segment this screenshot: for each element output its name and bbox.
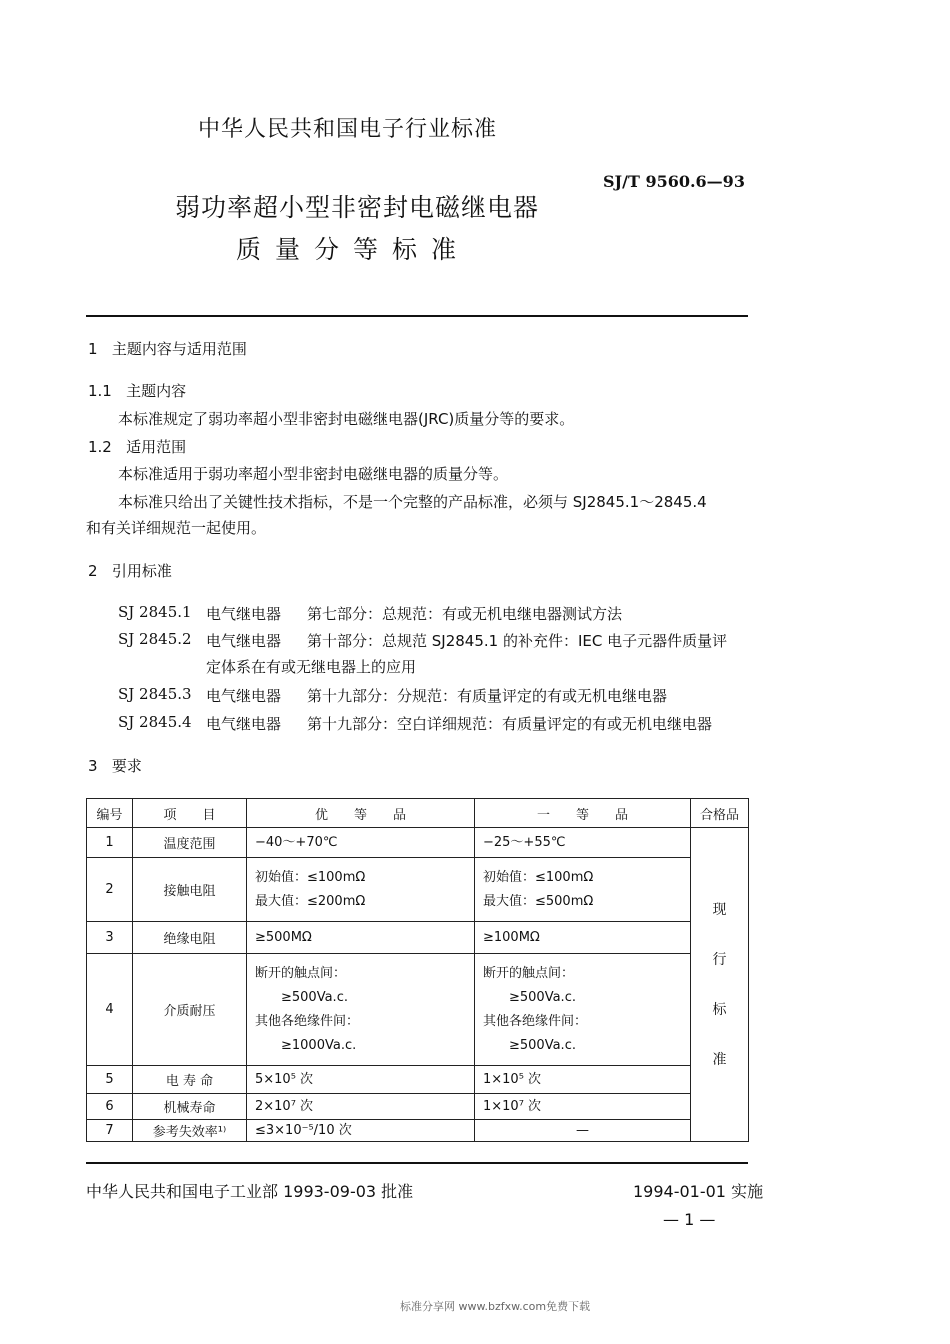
qualified-char: 标 <box>712 1001 727 1018</box>
section-2-heading <box>88 560 172 581</box>
table-row <box>87 1120 749 1142</box>
section-number: 2 <box>88 562 98 580</box>
row-no: 3 <box>87 922 133 954</box>
row-premium <box>247 954 475 1066</box>
cell-line: 最大值：≤200mΩ <box>255 893 366 909</box>
table-row <box>87 828 749 858</box>
row-no: 6 <box>87 1094 133 1120</box>
document-header: 中华人民共和国电子行业标准 <box>198 117 498 142</box>
qualified-char: 现 <box>712 901 727 918</box>
table-header-row <box>87 799 749 828</box>
header-first-class: 一 等 品 <box>475 799 691 828</box>
row-premium <box>247 1120 475 1142</box>
section-title: 引用标准 <box>111 562 172 580</box>
qualified-char: 准 <box>712 1051 727 1068</box>
cell-line: ≤3×10⁻⁵/10 次 <box>255 1122 352 1138</box>
requirements-table <box>86 798 749 1142</box>
title-line-2: 质量分等标准 <box>236 235 471 264</box>
row-first-class <box>475 1120 691 1142</box>
row-first-class <box>475 858 691 922</box>
row-item: 介质耐压 <box>133 954 247 1066</box>
qualified-char: 行 <box>712 951 727 968</box>
section-number: 3 <box>88 757 98 775</box>
cell-line: ≥100MΩ <box>483 929 540 945</box>
qualified-cell <box>691 828 749 1142</box>
cell-line: −40～+70℃ <box>255 834 338 850</box>
row-no: 4 <box>87 954 133 1066</box>
row-item: 参考失效率¹⁾ <box>133 1120 247 1142</box>
header-item: 项 目 <box>133 799 247 828</box>
table-row <box>87 954 749 1066</box>
standard-number: SJ/T 9560.6—93 <box>603 172 745 191</box>
cell-line: ≥500Va.c. <box>509 1037 576 1053</box>
section-1-2-heading <box>88 436 186 457</box>
approval-text: 中华人民共和国电子工业部 1993-09-03 批准 <box>86 1182 414 1201</box>
reference-code: SJ 2845.3 <box>118 685 192 703</box>
cell-line: −25～+55℃ <box>483 834 566 850</box>
row-item: 温度范围 <box>133 828 247 858</box>
cell-line: ≥500Va.c. <box>509 989 576 1005</box>
section-title: 主题内容 <box>126 382 187 400</box>
table-row <box>87 1066 749 1094</box>
section-title: 适用范围 <box>126 438 187 456</box>
row-no: 5 <box>87 1066 133 1094</box>
page-number: — 1 — <box>663 1210 716 1229</box>
reference-code: SJ 2845.4 <box>118 713 192 731</box>
table-row <box>87 1094 749 1120</box>
reference-description-continued: 定体系在有或无继电器上的应用 <box>206 658 417 676</box>
title-line-1: 弱功率超小型非密封电磁继电器 <box>175 193 540 222</box>
section-title: 要求 <box>111 757 142 775</box>
watermark: 标准分享网 www.bzfxw.com免费下载 <box>400 1300 591 1313</box>
row-item: 绝缘电阻 <box>133 922 247 954</box>
cell-line: 2×10⁷ 次 <box>255 1098 314 1114</box>
cell-line: 1×10⁵ 次 <box>483 1071 542 1087</box>
section-number: 1 <box>88 340 98 358</box>
section-title: 主题内容与适用范围 <box>111 340 247 358</box>
cell-line: 初始值：≤100mΩ <box>255 869 366 885</box>
cell-line: ≥500MΩ <box>255 929 312 945</box>
cell-line: 其他各绝缘件间： <box>255 1013 360 1029</box>
row-first-class <box>475 1066 691 1094</box>
section-1-heading <box>88 338 247 359</box>
section-number: 1.2 <box>88 438 112 456</box>
cell-line: 最大值：≤500mΩ <box>483 893 594 909</box>
cell-line: 初始值：≤100mΩ <box>483 869 594 885</box>
paragraph: 本标准适用于弱功率超小型非密封电磁继电器的质量分等。 <box>118 465 509 483</box>
row-first-class <box>475 922 691 954</box>
paragraph: 本标准规定了弱功率超小型非密封电磁继电器(JRC)质量分等的要求。 <box>118 410 575 428</box>
reference-name: 电气继电器 <box>206 605 282 623</box>
row-no: 1 <box>87 828 133 858</box>
header-premium: 优 等 品 <box>247 799 475 828</box>
reference-name: 电气继电器 <box>206 715 282 733</box>
row-first-class <box>475 954 691 1066</box>
row-premium <box>247 922 475 954</box>
section-3-heading <box>88 755 142 776</box>
row-item: 机械寿命 <box>133 1094 247 1120</box>
title-divider <box>86 315 748 317</box>
row-no: 2 <box>87 858 133 922</box>
section-number: 1.1 <box>88 382 112 400</box>
row-premium <box>247 1094 475 1120</box>
header-qualified: 合格品 <box>691 799 749 828</box>
reference-code: SJ 2845.1 <box>118 603 192 621</box>
footer-divider <box>86 1162 748 1164</box>
table-row <box>87 858 749 922</box>
reference-description: 第十部分：总规范 SJ2845.1 的补充件：IEC 电子元器件质量评 <box>307 632 728 650</box>
table-row <box>87 922 749 954</box>
reference-name: 电气继电器 <box>206 632 282 650</box>
paragraph: 本标准只给出了关键性技术指标，不是一个完整的产品标准，必须与 SJ2845.1～2845.4 <box>118 493 707 511</box>
cell-line: — <box>576 1122 589 1138</box>
row-premium <box>247 858 475 922</box>
effective-date: 1994-01-01 实施 <box>633 1182 764 1201</box>
cell-line: ≥500Va.c. <box>281 989 348 1005</box>
cell-line: 5×10⁵ 次 <box>255 1071 314 1087</box>
section-1-1-heading <box>88 380 186 401</box>
reference-name: 电气继电器 <box>206 687 282 705</box>
reference-description: 第十九部分：空白详细规范：有质量评定的有或无机电继电器 <box>307 715 713 733</box>
cell-line: 断开的触点间： <box>483 965 575 981</box>
row-premium <box>247 828 475 858</box>
header-no: 编号 <box>87 799 133 828</box>
row-first-class <box>475 828 691 858</box>
row-item: 接触电阻 <box>133 858 247 922</box>
row-first-class <box>475 1094 691 1120</box>
row-item: 电 寿 命 <box>133 1066 247 1094</box>
cell-line: 断开的触点间： <box>255 965 347 981</box>
cell-line: ≥1000Va.c. <box>281 1037 357 1053</box>
reference-description: 第七部分：总规范：有或无机电继电器测试方法 <box>307 605 623 623</box>
reference-code: SJ 2845.2 <box>118 630 192 648</box>
cell-line: 其他各绝缘件间： <box>483 1013 588 1029</box>
row-no: 7 <box>87 1120 133 1142</box>
paragraph: 和有关详细规范一起使用。 <box>86 519 267 537</box>
cell-line: 1×10⁷ 次 <box>483 1098 542 1114</box>
row-premium <box>247 1066 475 1094</box>
reference-description: 第十九部分：分规范：有质量评定的有或无机电继电器 <box>307 687 668 705</box>
